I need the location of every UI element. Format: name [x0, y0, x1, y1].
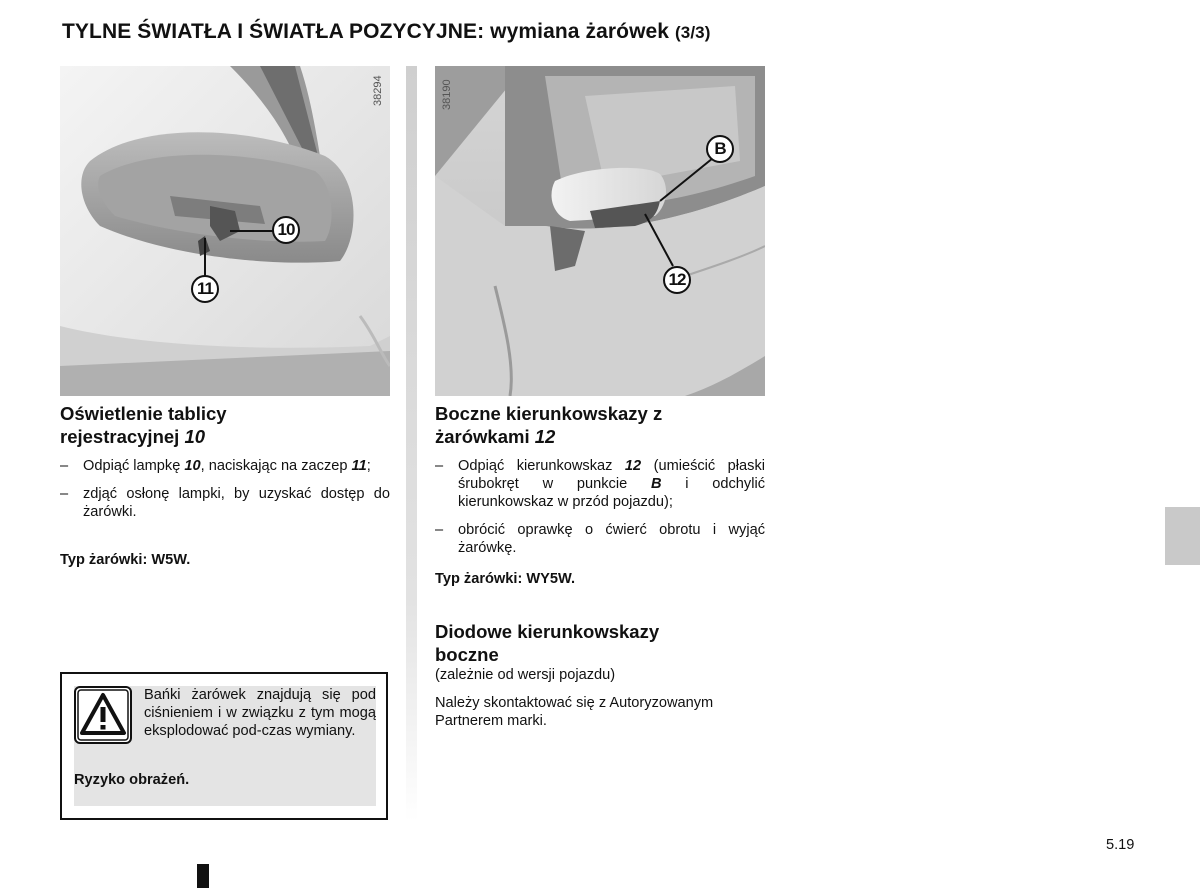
- callout-12: 12: [663, 266, 691, 294]
- list-item: [60, 457, 390, 475]
- callout-B: B: [706, 135, 734, 163]
- step2-text: obrócić oprawkę o ćwierć obrotu i wyjąć żarówkę.: [458, 522, 765, 556]
- step2-text: zdjąć osłonę lampki, by uzyskać dostęp do żarówki.: [83, 486, 390, 520]
- led-contact-text: Należy skontaktować się z Autoryzowanym Partnerem marki.: [435, 695, 714, 729]
- side-indicator-title-line1: Boczne kierunkowskazy z: [435, 403, 663, 424]
- side-indicator-title-line2: żarówkami: [435, 426, 530, 447]
- led-indicator-section-title: [435, 620, 765, 666]
- chapter-tab: [1165, 507, 1200, 565]
- page-title-indicator: (3/3): [675, 23, 711, 42]
- license-plate-steps: [60, 457, 390, 531]
- step1-text-a: Odpiąć kierunkowskaz: [458, 458, 625, 474]
- side-indicator-bulb-type: Typ żarówki: WY5W.: [435, 571, 576, 587]
- warning-box: [60, 672, 388, 820]
- print-mark: [197, 864, 209, 888]
- license-plate-title-number: 10: [184, 426, 206, 447]
- license-plate-title-line2: rejestracyjnej: [60, 426, 180, 447]
- license-plate-bulb-type: Typ żarówki: W5W.: [60, 552, 191, 568]
- list-item: [60, 485, 390, 521]
- led-title-line1: Diodowe kierunkowskazy: [435, 621, 660, 642]
- license-plate-title-line1: Oświetlenie tablicy: [60, 403, 227, 424]
- step1-text-b: , naciskając na zaczep: [200, 458, 352, 474]
- license-plate-light-photo: [60, 66, 390, 396]
- side-indicator-title-number: 12: [534, 426, 556, 447]
- step1-ref-12: 12: [624, 458, 642, 474]
- column-divider: [406, 66, 417, 822]
- warning-content: [74, 686, 376, 806]
- side-indicator-photo: [435, 66, 765, 396]
- license-plate-section-title: [60, 402, 390, 448]
- license-plate-light-illustration: [60, 66, 390, 396]
- step1-text-b: (umieścić płaski śrubokręt w punkcie: [458, 458, 765, 492]
- list-item: [435, 457, 765, 511]
- step1-text-c: ;: [366, 458, 371, 474]
- step1-ref-11: 11: [351, 458, 367, 474]
- side-indicator-section-title: [435, 402, 765, 448]
- warning-text: Bańki żarówek znajdują się pod ciśnieniem i w związku z tym mogą eksplodować pod-czas wymiany.: [144, 687, 376, 739]
- led-title-line2: boczne: [435, 644, 499, 665]
- side-mirror-illustration: [435, 66, 765, 396]
- warning-risk: Ryzyko obrażeń.: [74, 772, 190, 788]
- led-version-note: (zależnie od wersji pojazdu): [435, 667, 616, 683]
- list-item: [435, 521, 765, 557]
- page-title-text: TYLNE ŚWIATŁA I ŚWIATŁA POZYCYJNE: wymiana żarówek: [62, 20, 670, 43]
- right-photo-ref-number: 38190: [441, 79, 453, 110]
- page-title: [62, 20, 710, 44]
- page-number: 5.19: [1106, 837, 1135, 853]
- step1-text-c: i odchylić kierunkowskaz w przód pojazdu);: [458, 476, 766, 510]
- callout-11: 11: [191, 275, 219, 303]
- step1-text-a: Odpiąć lampkę: [83, 458, 185, 474]
- step1-ref-B: B: [650, 476, 662, 492]
- step1-ref-10: 10: [184, 458, 201, 474]
- warning-triangle-icon: [74, 686, 132, 744]
- side-indicator-steps: [435, 457, 765, 567]
- left-photo-ref-number: 38294: [372, 75, 384, 106]
- callout-10: 10: [272, 216, 300, 244]
